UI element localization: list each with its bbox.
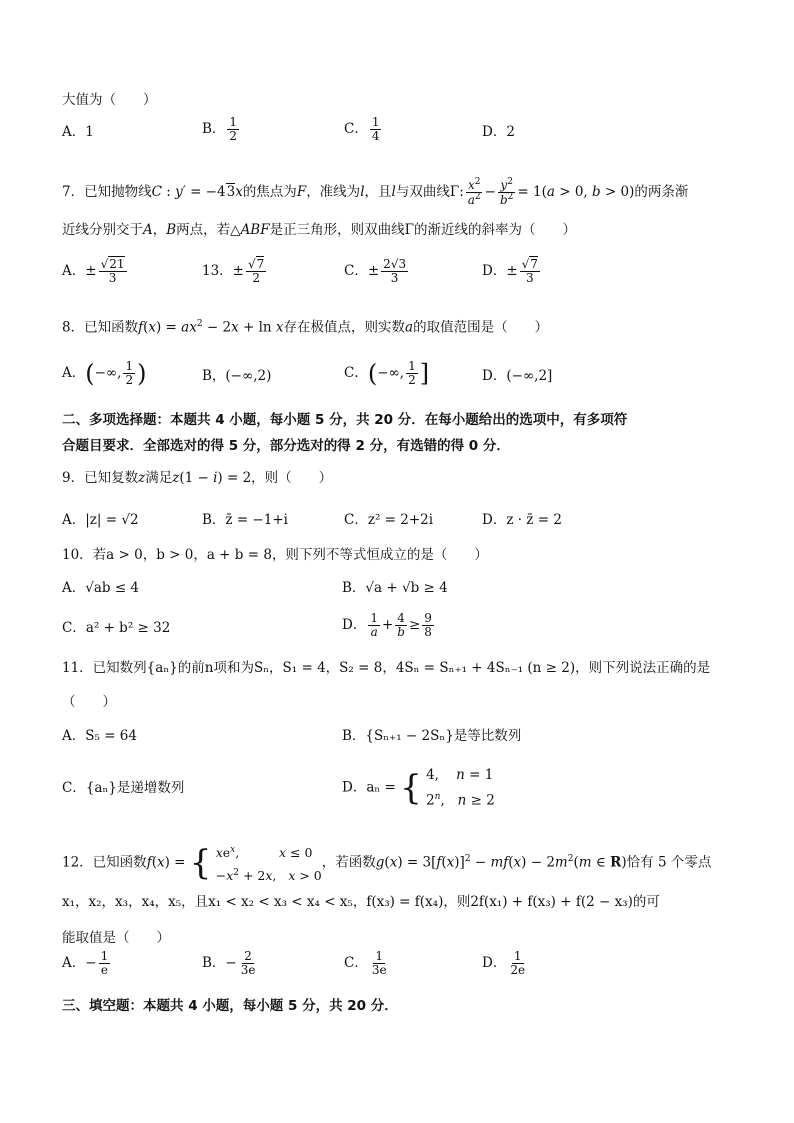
q9-option-c: C．z² = 2+2i — [344, 512, 434, 528]
q11-option-b: B．{Sₙ₊₁ − 2Sₙ}是等比数列 — [342, 728, 522, 744]
q7-option-b: 13．± $\frac{√7}{2}$ — [202, 257, 265, 286]
q12-option-b: B．− $\frac{2}{3e}$ — [202, 949, 256, 978]
q12-stem-line2: x₁，x₂，x₃，x₄，x₅，且x₁ < x₂ < x₃ < x₄ < x₅，f(x₃) = f(x₄)，则2f(x₁) + f(x₃) + f(2 − x₃)的可 — [62, 894, 660, 910]
q8-stem: 8．已知函数$f(x) = ax^2 - 2x + \ln x$存在极值点，则实数a的取值范围是（ ） — [62, 319, 549, 336]
q9-stem: 9．已知复数z满足z(1 − i) = 2，则（ ） — [62, 470, 333, 486]
q9-option-b: B．z̄ = −1+i — [202, 512, 288, 528]
q7-stem-line2: 近线分别交于A，B两点，若△ABF是正三角形，则双曲线Γ的渐近线的斜率为（ ） — [62, 222, 576, 238]
q11-stem: 11．已知数列{aₙ}的前n项和为Sₙ，S₁ = 4，S₂ = 8，4Sₙ = Sₙ₊₁ + 4Sₙ₋₁ (n ≥ 2)，则下列说法正确的是 — [62, 660, 711, 676]
q6-option-d: D．2 — [482, 124, 515, 140]
q10-option-b: B．√a + √b ≥ 4 — [342, 580, 448, 596]
q7-option-c: C．± $\frac{2√3}{3}$ — [344, 257, 407, 286]
q10-option-a: A．√ab ≤ 4 — [62, 580, 140, 596]
q11-paren: （ ） — [62, 694, 116, 710]
q11-option-a: A．S₅ = 64 — [62, 728, 137, 744]
q6-tail: 大值为（ ） — [62, 92, 157, 108]
q12-option-a: A．− $\frac{1}{e}$ — [62, 949, 109, 978]
q8-option-d: D．(−∞,2] — [482, 368, 553, 384]
q9-option-d: D．z · z̄ = 2 — [482, 512, 562, 528]
section-3-heading: 三、填空题：本题共 4 小题，每小题 5 分，共 20 分． — [62, 998, 398, 1014]
q10-option-c: C．a² + b² ≥ 32 — [62, 620, 171, 636]
q7-stem-line1: 7．已知抛物线C : y′ = −43x的焦点为F，准线为l，且l与双曲线Γ: $\frac{x^2}{a^2}$ − $\frac{y^2}{b^2}$ = 1(a > 0, b > 0)的两条渐 — [62, 177, 689, 208]
q6-option-b: B． $\frac{1}{2}$ — [202, 115, 238, 144]
q11-option-d: D．aₙ = { 4, n = 1 2$^n$, n ≥ 2 — [342, 767, 495, 809]
q12-stem-line1: 12．已知函数f(x) = { $xe^x$, x ≤ 0 $-x^2 + 2x$, x > 0，若函数$g(x) = 3[f(x)]^2 - mf(x) - 2m^2(m$ ∈ R)恰有 5 个零点 — [62, 843, 712, 884]
q8-option-a: A．(−∞, $\frac{1}{2}$ ) — [62, 359, 147, 388]
q12-option-c: C． $\frac{1}{3e}$ — [344, 949, 387, 978]
q11-option-c: C．{aₙ}是递增数列 — [62, 780, 185, 796]
q12-option-d: D． $\frac{1}{2e}$ — [482, 949, 526, 978]
q7-option-a: A．± $\frac{√21}{3}$ — [62, 257, 125, 286]
q7-option-d: D．± $\frac{√7}{3}$ — [482, 257, 538, 286]
q9-option-a: A．|z| = √2 — [62, 512, 139, 528]
q8-option-b: B，(−∞,2) — [202, 368, 272, 384]
q6-option-a: A．1 — [62, 124, 94, 140]
section-2-heading-line2: 合题目要求．全部选对的得 5 分，部分选对的得 2 分，有选错的得 0 分． — [62, 438, 510, 454]
q8-option-c: C．(−∞, $\frac{1}{2}$ ] — [344, 359, 430, 388]
q12-stem-line3: 能取值是（ ） — [62, 930, 170, 946]
q6-option-c: C． $\frac{1}{4}$ — [344, 115, 380, 144]
q10-stem: 10．若a > 0，b > 0，a + b = 8，则下列不等式恒成立的是（ ） — [62, 547, 488, 563]
section-2-heading-line1: 二、多项选择题：本题共 4 小题，每小题 5 分，共 20 分．在每小题给出的选项中，有多项符 — [62, 412, 628, 428]
q10-option-d: D． $\frac{1}{a}$ + $\frac{4}{b}$ ≥ $\frac{9}{8}$ — [342, 611, 432, 640]
